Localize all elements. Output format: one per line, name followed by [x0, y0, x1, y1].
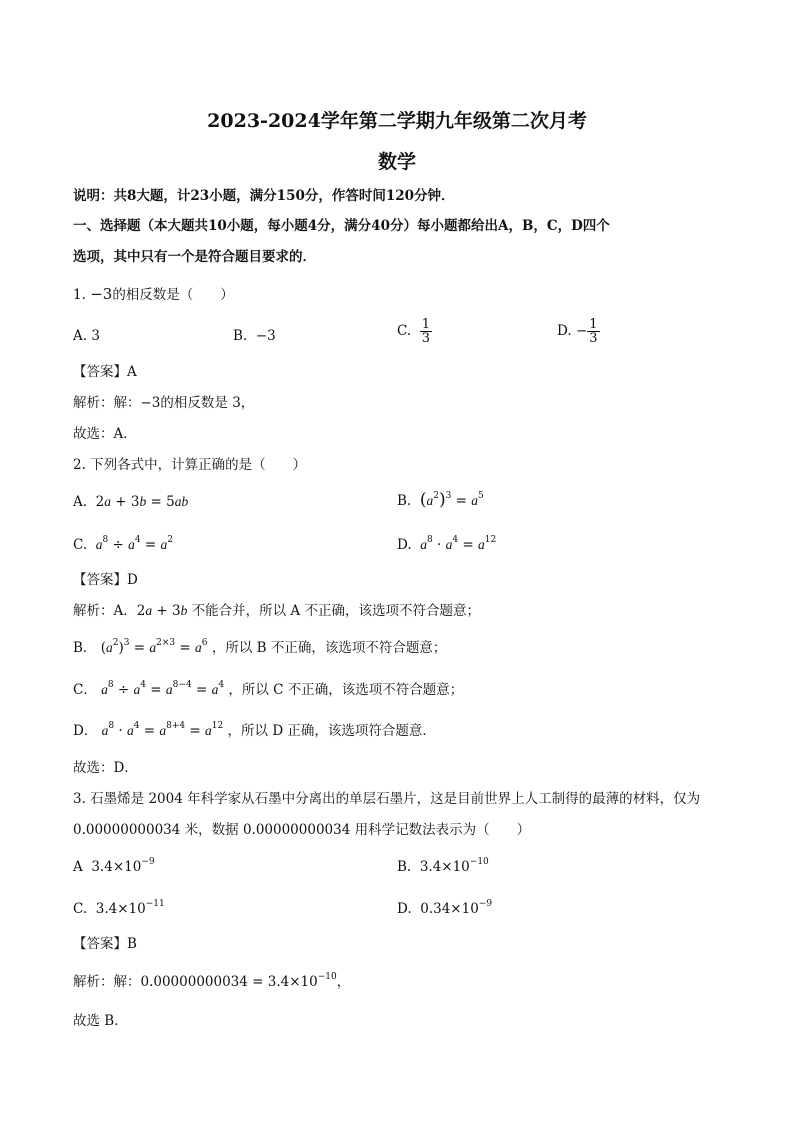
q3-option-d: D. $0.34\times 10^{-9}$ — [397, 899, 493, 917]
q2-conclusion: 故选：D． — [73, 760, 138, 776]
exam-note: 说明：共8大题，计23小题，满分150分，作答时间120分钟． — [73, 188, 455, 204]
q1-option-c-fraction: $\frac{1}{3}$ — [421, 317, 431, 346]
q2-analysis-b: B． $(a^2)^3 = a^{2\times 3} = a^6$ ，所以 B 不正确，该选项不符合题意； — [73, 638, 447, 656]
q2-option-b: B. $(a^2)^3 = a^5$ — [397, 490, 484, 510]
q1-option-c: C. $\frac{1}{3}$ — [397, 317, 431, 346]
q1-option-d: D. − $\frac{1}{3}$ — [557, 317, 598, 346]
q3-stem-line2: 0.00000000034 米，数据 0.00000000034 用科学记数法表示为（ ） — [73, 822, 531, 838]
q2-stem: 2. 下列各式中，计算正确的是（ ） — [73, 457, 307, 473]
q3-analysis: 解析：解：$0.00000000034 = 3.4\times 10^{-10}$， — [73, 972, 351, 990]
q3-stem-line1: 3. 石墨烯是 2004 年科学家从石墨中分离出的单层石墨片，这是目前世界上人工制得的最薄的材料，仅为 — [73, 791, 701, 807]
q1-option-b: B. −3 — [233, 328, 276, 344]
q1-stem-text: 的相反数是（ ） — [112, 287, 234, 303]
q1-option-d-fraction: $\frac{1}{3}$ — [589, 317, 598, 346]
subject-title: 数学 — [377, 151, 416, 173]
q2-option-a: A. 2a + 3b = 5ab — [73, 494, 189, 510]
q2-answer: 【答案】D — [73, 572, 138, 588]
q1-answer: 【答案】A — [73, 364, 137, 380]
exam-title: 2023-2024学年第二学期九年级第二次月考 — [207, 110, 587, 132]
q3-option-c: C. $3.4\times 10^{-11}$ — [73, 899, 165, 917]
q1-option-a: A. 3 — [73, 328, 100, 344]
q1-stem — [73, 285, 234, 304]
q3-conclusion: 故选 B． — [73, 1013, 128, 1029]
q2-option-c: C. $a^8 \div a^4 = a^2$ — [73, 535, 173, 553]
q2-analysis-d: D． $a^8 \cdot a^4 = a^{8+4} = a^{12}$ ，所以 D 正确，该选项符合题意． — [73, 721, 436, 739]
q1-analysis: 解析：解：−3的相反数是 3， — [73, 395, 255, 411]
q1-conclusion: 故选：A． — [73, 426, 137, 442]
q3-answer: 【答案】B — [73, 936, 137, 952]
q2-analysis-c: C． $a^8 \div a^4 = a^{8-4} = a^4$ ，所以 C 不正确，该选项不符合题意； — [73, 680, 464, 698]
q1-number: 1. — [73, 287, 86, 303]
q3-option-b: B. $3.4\times 10^{-10}$ — [397, 857, 489, 875]
q1-neg-three: −3 — [90, 285, 113, 303]
section-heading-line2: 选项，其中只有一个是符合题目要求的． — [73, 249, 316, 265]
section-heading-line1: 一、选择题（本大题共10小题，每小题4分，满分40分）每小题都给出A，B，C，D四个 — [73, 218, 610, 234]
q2-option-d: D. $a^8 \cdot a^4 = a^{12}$ — [397, 535, 497, 553]
q3-option-a: A $3.4\times 10^{-9}$ — [73, 857, 155, 875]
q2-analysis-a: 解析：A．2a + 3b 不能合并，所以 A 不正确，该选项不符合题意； — [73, 603, 480, 619]
